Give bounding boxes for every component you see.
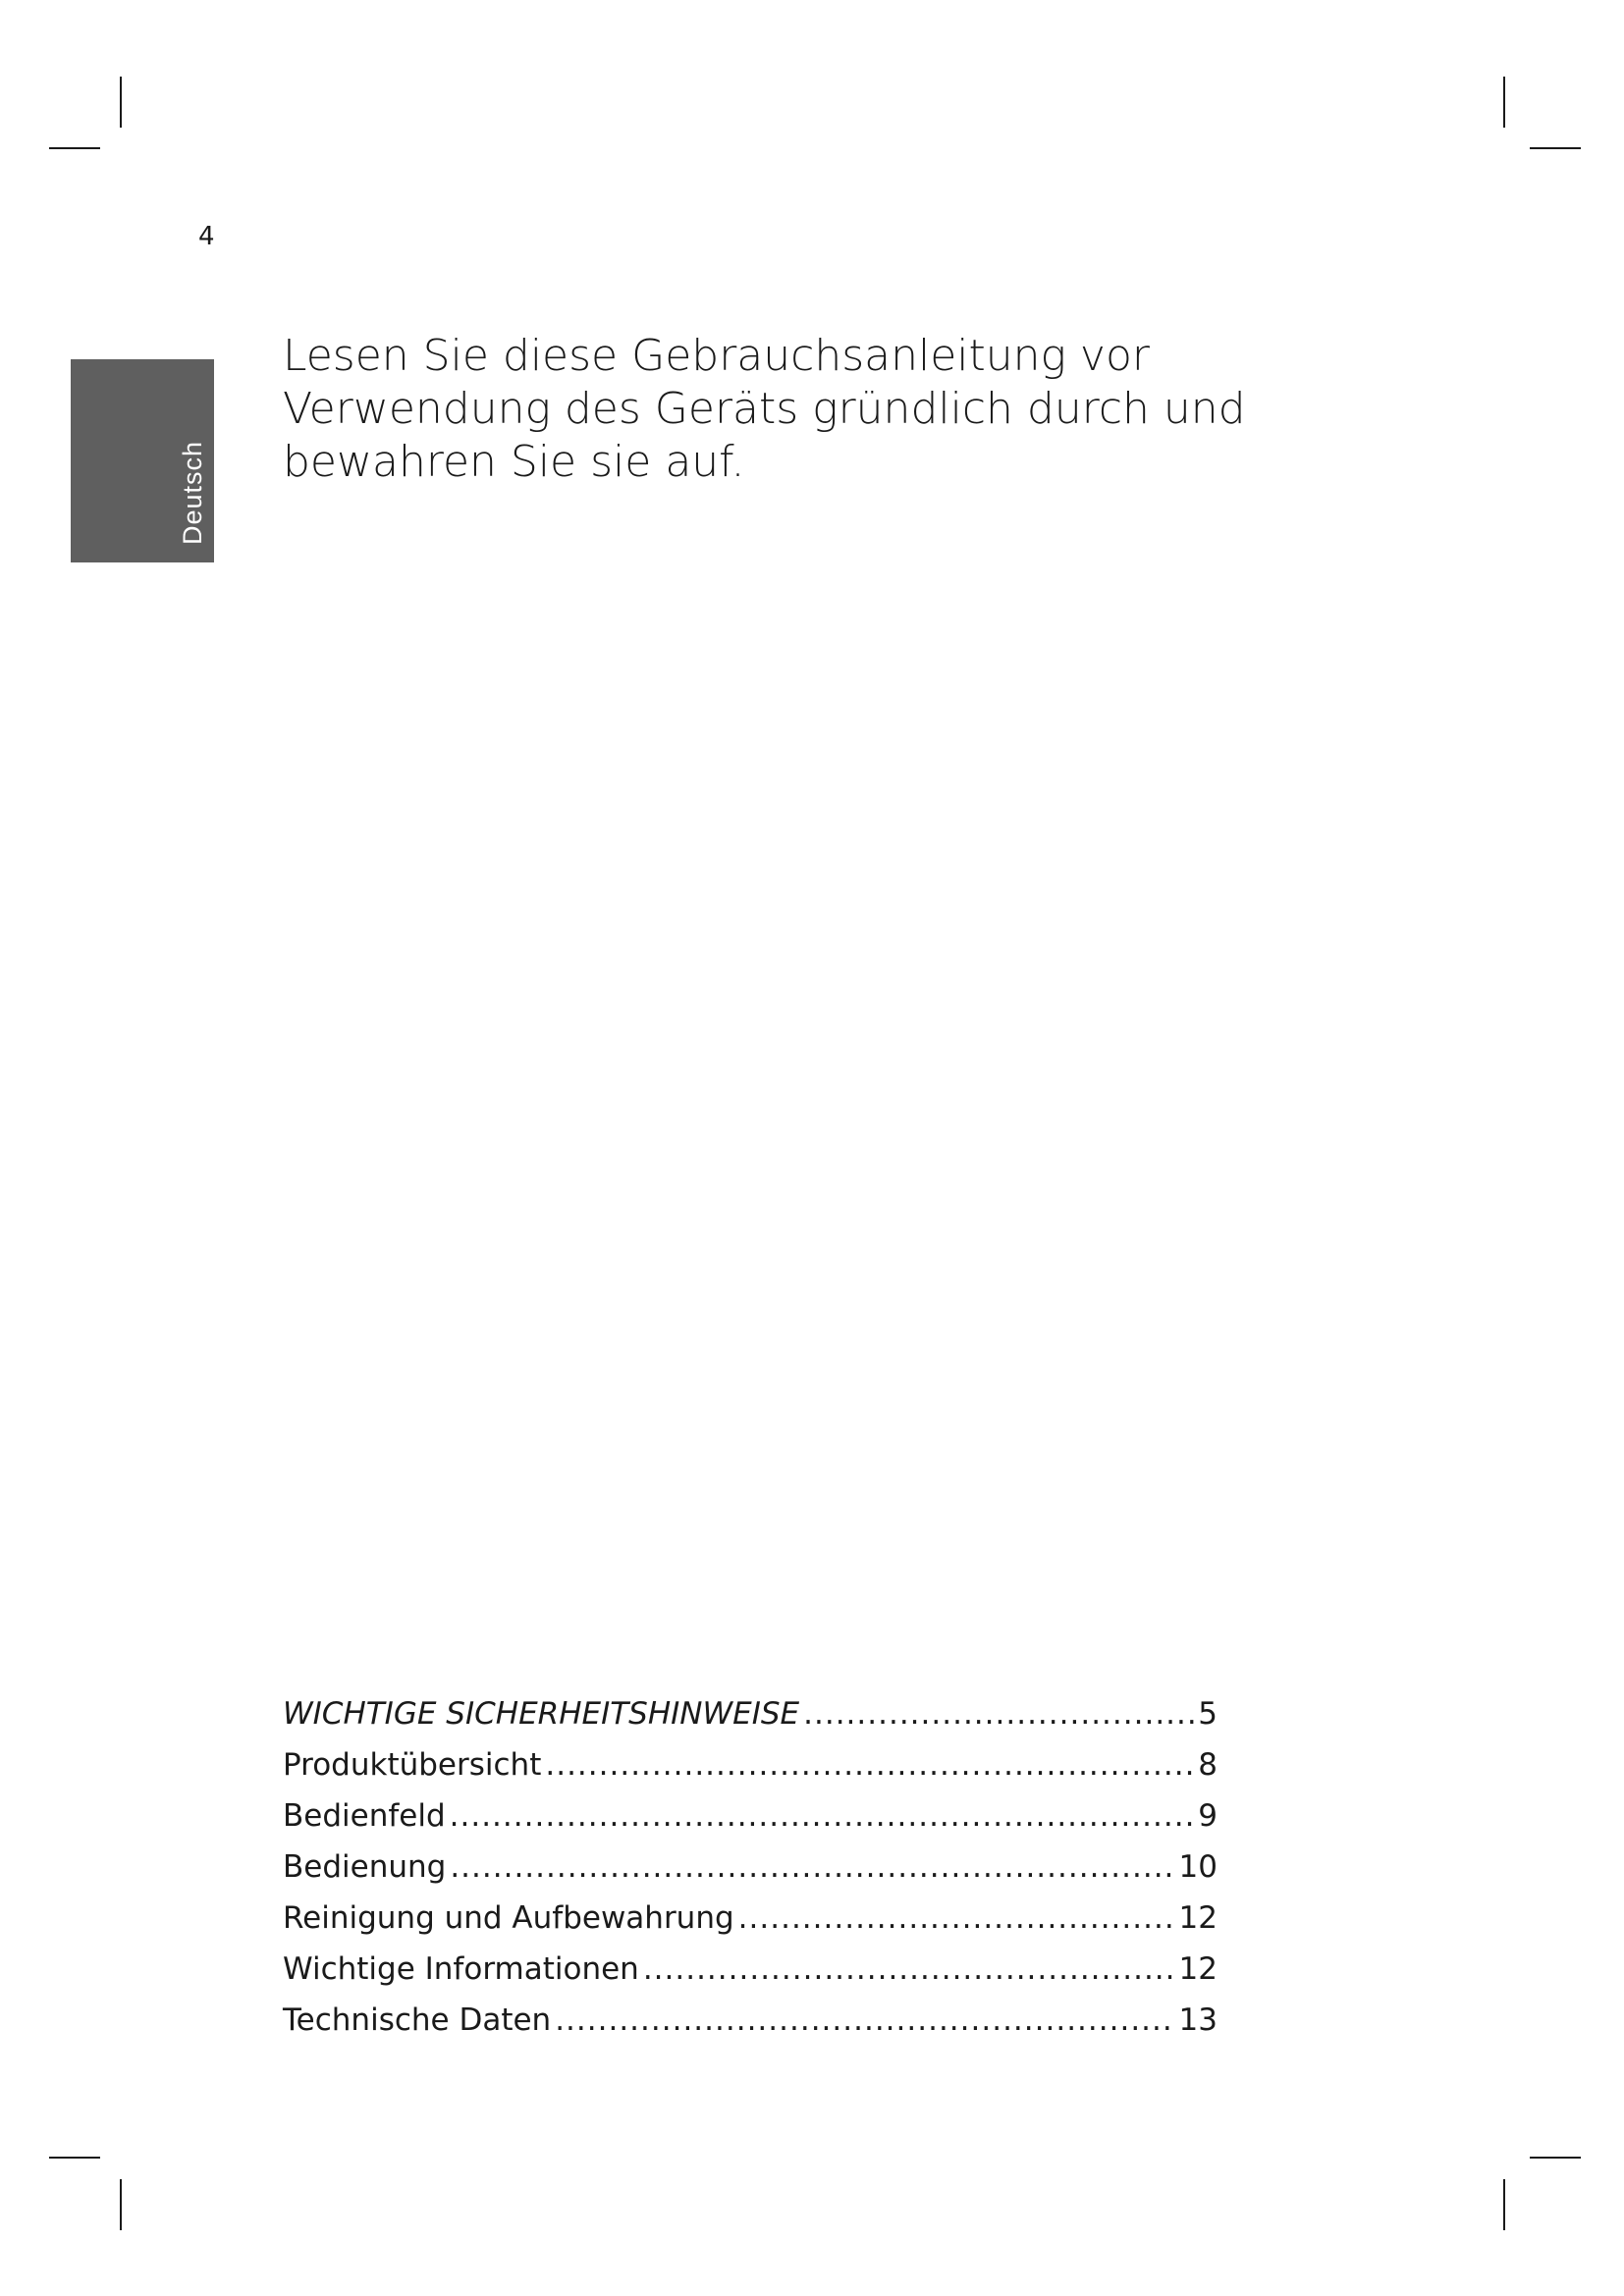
crop-mark (1530, 147, 1581, 149)
toc-entry-safety[interactable] (283, 1688, 1218, 1739)
toc-entry-label: WICHTIGE SICHERHEITSHINWEISE (283, 1696, 800, 1732)
toc-entry-label: Bedienung (283, 1849, 447, 1885)
intro-line: bewahren Sie sie auf. (283, 437, 745, 487)
toc-dot-leader (450, 1790, 1195, 1842)
intro-line: Verwendung des Geräts gründlich durch und (283, 384, 1246, 434)
toc-entry-page: 12 (1178, 1900, 1218, 1936)
toc-entry-technical-data[interactable] (283, 1995, 1218, 2046)
crop-mark (1530, 2157, 1581, 2159)
crop-mark (120, 77, 122, 128)
toc-entry-important-info[interactable] (283, 1944, 1218, 1995)
toc-dot-leader (643, 1944, 1175, 1995)
language-tab-label: Deutsch (178, 440, 207, 545)
toc-entry-label: Wichtige Informationen (283, 1951, 639, 1987)
intro-text (283, 330, 1265, 489)
toc-entry-product-overview[interactable] (283, 1739, 1218, 1790)
toc-dot-leader (450, 1842, 1174, 1893)
toc-entry-label: Technische Daten (283, 2002, 552, 2038)
toc-entry-page: 10 (1178, 1849, 1218, 1885)
toc-entry-page: 13 (1178, 2002, 1218, 2038)
toc-entry-control-panel[interactable] (283, 1790, 1218, 1842)
toc-entry-label: Produktübersicht (283, 1747, 542, 1783)
toc-dot-leader (555, 1995, 1174, 2046)
crop-mark (49, 147, 100, 149)
toc-dot-leader (545, 1739, 1194, 1790)
toc-entry-label: Reinigung und Aufbewahrung (283, 1900, 734, 1936)
crop-mark (120, 2179, 122, 2230)
toc-dot-leader (738, 1893, 1175, 1944)
toc-entry-page: 8 (1198, 1747, 1218, 1783)
toc-dot-leader (803, 1688, 1194, 1739)
toc-entry-page: 9 (1198, 1798, 1218, 1834)
toc-entry-operation[interactable] (283, 1842, 1218, 1893)
toc-entry-label: Bedienfeld (283, 1798, 446, 1834)
intro-line: Lesen Sie diese Gebrauchsanleitung vor (283, 331, 1150, 381)
toc-entry-page: 5 (1198, 1696, 1218, 1732)
toc-entry-cleaning[interactable] (283, 1893, 1218, 1944)
page-number: 4 (198, 222, 215, 251)
crop-mark (1503, 77, 1505, 128)
crop-mark (49, 2157, 100, 2159)
table-of-contents (283, 1688, 1218, 2046)
toc-entry-page: 12 (1178, 1951, 1218, 1987)
crop-mark (1503, 2179, 1505, 2230)
